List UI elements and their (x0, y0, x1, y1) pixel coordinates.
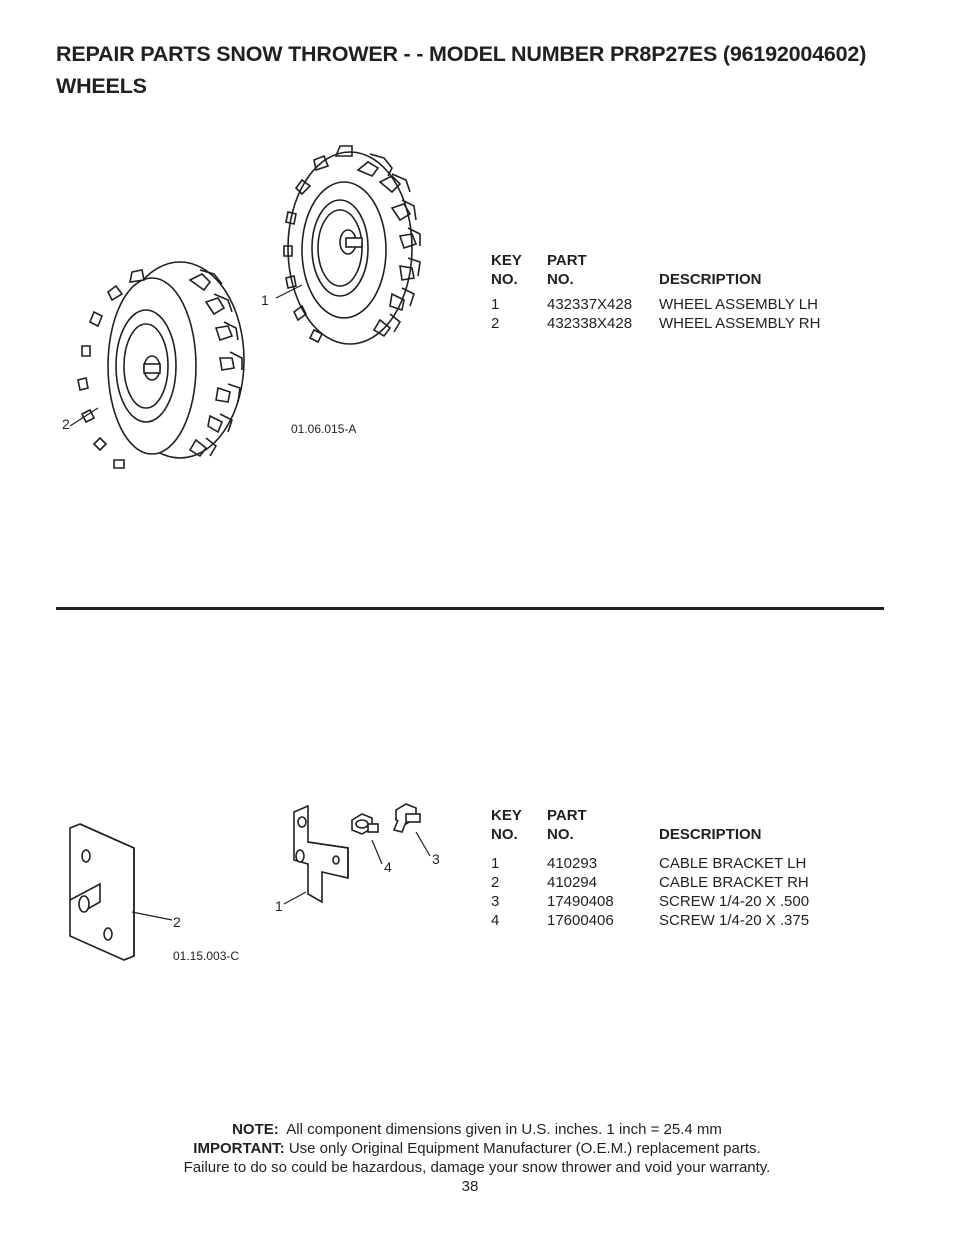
figure-code-brackets: 01.15.003-C (173, 949, 240, 963)
cable-bracket-lh-drawing (284, 806, 348, 904)
wheel-rh-drawing (70, 262, 244, 468)
table-row: 1 432337X428 WHEEL ASSEMBLY LH (491, 296, 818, 313)
cable-bracket-illustration (60, 800, 460, 970)
table-header: KEY NO. PART NO. DESCRIPTION (491, 807, 762, 843)
wheel-lh-drawing (276, 146, 420, 344)
callout-4-brackets: 4 (384, 859, 392, 875)
callout-3-brackets: 3 (432, 851, 440, 867)
callout-1-brackets: 1 (275, 898, 283, 914)
table-row: 3 17490408 SCREW 1/4-20 X .500 (491, 893, 810, 910)
cable-bracket-rh-drawing (70, 824, 172, 960)
table-row: 4 17600406 SCREW 1/4-20 X .375 (491, 912, 810, 929)
table-header: KEY NO. PART NO. DESCRIPTION (491, 252, 762, 288)
title-line-section: WHEELS (56, 74, 147, 98)
warning-line: Failure to do so could be hazardous, damage your snow thrower and void your warranty. (183, 1159, 771, 1176)
page-number: 38 (461, 1178, 479, 1195)
table-row: 2 432338X428 WHEEL ASSEMBLY RH (491, 315, 821, 332)
section-divider (56, 607, 884, 610)
parts-table-brackets (491, 806, 891, 930)
figure-code-wheels: 01.06.015-A (291, 422, 357, 436)
page-title (56, 38, 916, 102)
screw-4-drawing (352, 814, 382, 864)
title-line-model: REPAIR PARTS SNOW THROWER - - MODEL NUMBER PR8P27ES (96192004602) (56, 42, 867, 66)
screw-3-drawing (394, 804, 430, 856)
table-row: 1 410293 CABLE BRACKET LH (491, 855, 807, 872)
note-line: NOTE: All component dimensions given in U.S. inches. 1 inch = 25.4 mm (232, 1121, 722, 1138)
table-row: 2 410294 CABLE BRACKET RH (491, 874, 809, 891)
wheel-assembly-illustration (40, 130, 460, 470)
parts-table-wheels (491, 251, 891, 333)
callout-1-wheels: 1 (261, 292, 269, 308)
callout-2-brackets: 2 (173, 914, 181, 930)
footer-notes (0, 1120, 954, 1177)
important-line: IMPORTANT: Use only Original Equipment Manufacturer (O.E.M.) replacement parts. (193, 1140, 761, 1157)
callout-2-wheels: 2 (62, 416, 70, 432)
